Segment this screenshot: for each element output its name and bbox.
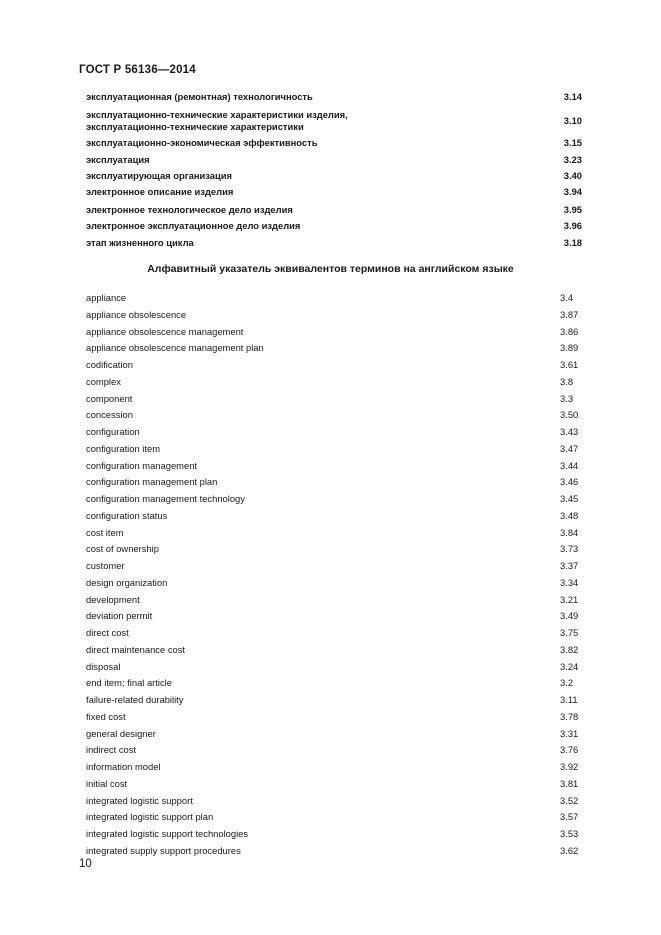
english-term: appliance obsolescence — [86, 308, 187, 320]
english-term: integrated logistic support technologies — [86, 828, 249, 839]
english-term-ref: 3.46 — [560, 476, 579, 488]
english-term-ref: 3.48 — [560, 509, 579, 521]
english-term-ref: 3.78 — [560, 710, 579, 722]
english-term-ref: 3.57 — [560, 811, 579, 823]
english-term: end item; final article — [86, 677, 172, 689]
english-term-ref: 3.50 — [560, 409, 579, 421]
english-term: integrated logistic support — [86, 794, 193, 806]
english-term-ref: 3.89 — [560, 342, 579, 354]
russian-term: электронное эксплуатационное дело изделия — [86, 220, 301, 231]
english-term-ref: 3.92 — [560, 761, 579, 772]
russian-term-ref: 3.95 — [563, 204, 582, 215]
english-term: appliance obsolescence management plan — [86, 342, 264, 354]
english-term-ref: 3.44 — [560, 459, 579, 471]
russian-term: эксплуатационно-технические характеристики изделия, эксплуатационно-технические характеристики — [86, 109, 348, 132]
english-term-ref: 3.45 — [560, 493, 579, 504]
english-term: design organization — [86, 576, 168, 588]
english-term: configuration status — [86, 509, 168, 521]
english-term: development — [86, 593, 140, 605]
russian-term: эксплуатационно-экономическая эффективность — [86, 137, 318, 148]
russian-term: эксплуатирующая организация — [86, 170, 232, 181]
russian-term-ref: 3.40 — [563, 170, 582, 181]
english-term-ref: 3.21 — [560, 593, 579, 605]
russian-term-ref: 3.94 — [563, 186, 582, 197]
document-header: ГОСТ Р 56136—2014 — [79, 64, 196, 76]
english-term: component — [86, 392, 133, 404]
english-term-row — [86, 694, 586, 710]
english-term-row — [86, 661, 586, 677]
english-term-row — [86, 795, 586, 811]
english-term-ref: 3.34 — [560, 576, 579, 588]
english-term-ref: 3.84 — [560, 526, 579, 538]
english-term-ref: 3.75 — [560, 627, 579, 638]
english-term-row — [86, 309, 586, 325]
english-term-ref: 3.31 — [560, 727, 579, 739]
english-term-row — [86, 744, 586, 760]
russian-term-ref: 3.10 — [563, 115, 582, 126]
russian-term: этап жизненного цикла — [86, 237, 194, 248]
english-term: configuration management plan — [86, 476, 218, 488]
english-term-ref: 3.11 — [560, 694, 578, 705]
english-term-row — [86, 359, 586, 375]
english-term-ref: 3.43 — [560, 426, 579, 437]
english-term-row — [86, 342, 586, 358]
english-term-row — [86, 828, 586, 844]
english-term-ref: 3.87 — [560, 308, 579, 320]
english-term: failure-related durability — [86, 694, 184, 705]
english-term-row — [86, 443, 586, 459]
english-term: customer — [86, 560, 125, 571]
english-term: configuration item — [86, 442, 160, 454]
russian-term-ref: 3.18 — [563, 237, 582, 248]
english-term: indirect cost — [86, 744, 137, 756]
english-term-ref: 3.24 — [560, 660, 579, 672]
english-term: direct cost — [86, 627, 129, 638]
english-term-row — [86, 610, 586, 626]
english-term-row — [86, 677, 586, 693]
english-term-ref: 3.53 — [560, 828, 579, 839]
russian-term-ref: 3.23 — [563, 154, 582, 165]
english-term-row — [86, 811, 586, 827]
english-term-row — [86, 644, 586, 660]
english-term: fixed cost — [86, 710, 126, 722]
english-term-ref: 3.61 — [560, 359, 579, 370]
russian-term: эксплуатационная (ремонтная) технологичность — [86, 91, 313, 102]
english-term: general designer — [86, 727, 156, 739]
english-term-row — [86, 577, 586, 593]
english-term-ref: 3.47 — [560, 442, 579, 454]
english-term-row — [86, 778, 586, 794]
english-term-ref: 3.37 — [560, 560, 579, 571]
russian-term: электронное описание изделия — [86, 186, 234, 197]
english-term-ref: 3.81 — [560, 777, 579, 789]
english-term-row — [86, 711, 586, 727]
english-term-ref: 3.49 — [560, 610, 579, 622]
russian-term-ref: 3.96 — [563, 220, 582, 231]
english-term: appliance obsolescence management — [86, 325, 244, 337]
english-term: complex — [86, 375, 121, 387]
english-term-row — [86, 728, 586, 744]
page-number: 10 — [79, 858, 92, 870]
russian-term-ref: 3.15 — [563, 137, 582, 148]
english-term-ref: 3.2 — [560, 677, 574, 689]
english-term-ref: 3.4 — [560, 292, 574, 303]
english-term: codification — [86, 359, 133, 370]
english-term-row — [86, 527, 586, 543]
english-term-row — [86, 292, 586, 308]
english-term: direct maintenance cost — [86, 643, 186, 655]
english-term-ref: 3.76 — [560, 744, 579, 756]
russian-term: эксплуатация — [86, 154, 150, 165]
english-term-ref: 3.86 — [560, 325, 579, 337]
english-term-row — [86, 560, 586, 576]
english-term-row — [86, 543, 586, 559]
english-term: disposal — [86, 660, 121, 672]
english-term-ref: 3.3 — [560, 392, 574, 404]
english-term: cost item — [86, 526, 124, 538]
english-term-ref: 3.8 — [560, 375, 574, 387]
english-term: cost of ownership — [86, 543, 159, 555]
english-term-row — [86, 845, 586, 861]
english-term: configuration — [86, 426, 140, 437]
english-term-row — [86, 761, 586, 777]
english-term-row — [86, 409, 586, 425]
english-term: appliance — [86, 292, 127, 303]
english-term-row — [86, 393, 586, 409]
english-term-row — [86, 627, 586, 643]
english-term-row — [86, 493, 586, 509]
english-term-ref: 3.82 — [560, 643, 579, 655]
english-term: configuration management technology — [86, 493, 245, 504]
russian-term: электронное технологическое дело изделия — [86, 204, 293, 215]
english-term: integrated supply support procedures — [86, 844, 241, 856]
english-term-ref: 3.52 — [560, 794, 579, 806]
section-title: Алфавитный указатель эквивалентов терминов на английском языке — [147, 263, 514, 275]
english-term-ref: 3.73 — [560, 543, 579, 555]
english-term: configuration management — [86, 459, 198, 471]
english-term: concession — [86, 409, 133, 421]
english-term-row — [86, 326, 586, 342]
english-term-row — [86, 376, 586, 392]
english-term: information model — [86, 761, 161, 772]
english-term-ref: 3.62 — [560, 844, 579, 856]
english-term-row — [86, 460, 586, 476]
russian-term-ref: 3.14 — [563, 91, 582, 102]
english-term-row — [86, 510, 586, 526]
english-term: deviation permit — [86, 610, 153, 622]
english-term-row — [86, 426, 586, 442]
english-term: integrated logistic support plan — [86, 811, 214, 823]
english-term-row — [86, 476, 586, 492]
english-term-row — [86, 594, 586, 610]
english-term: initial cost — [86, 777, 128, 789]
